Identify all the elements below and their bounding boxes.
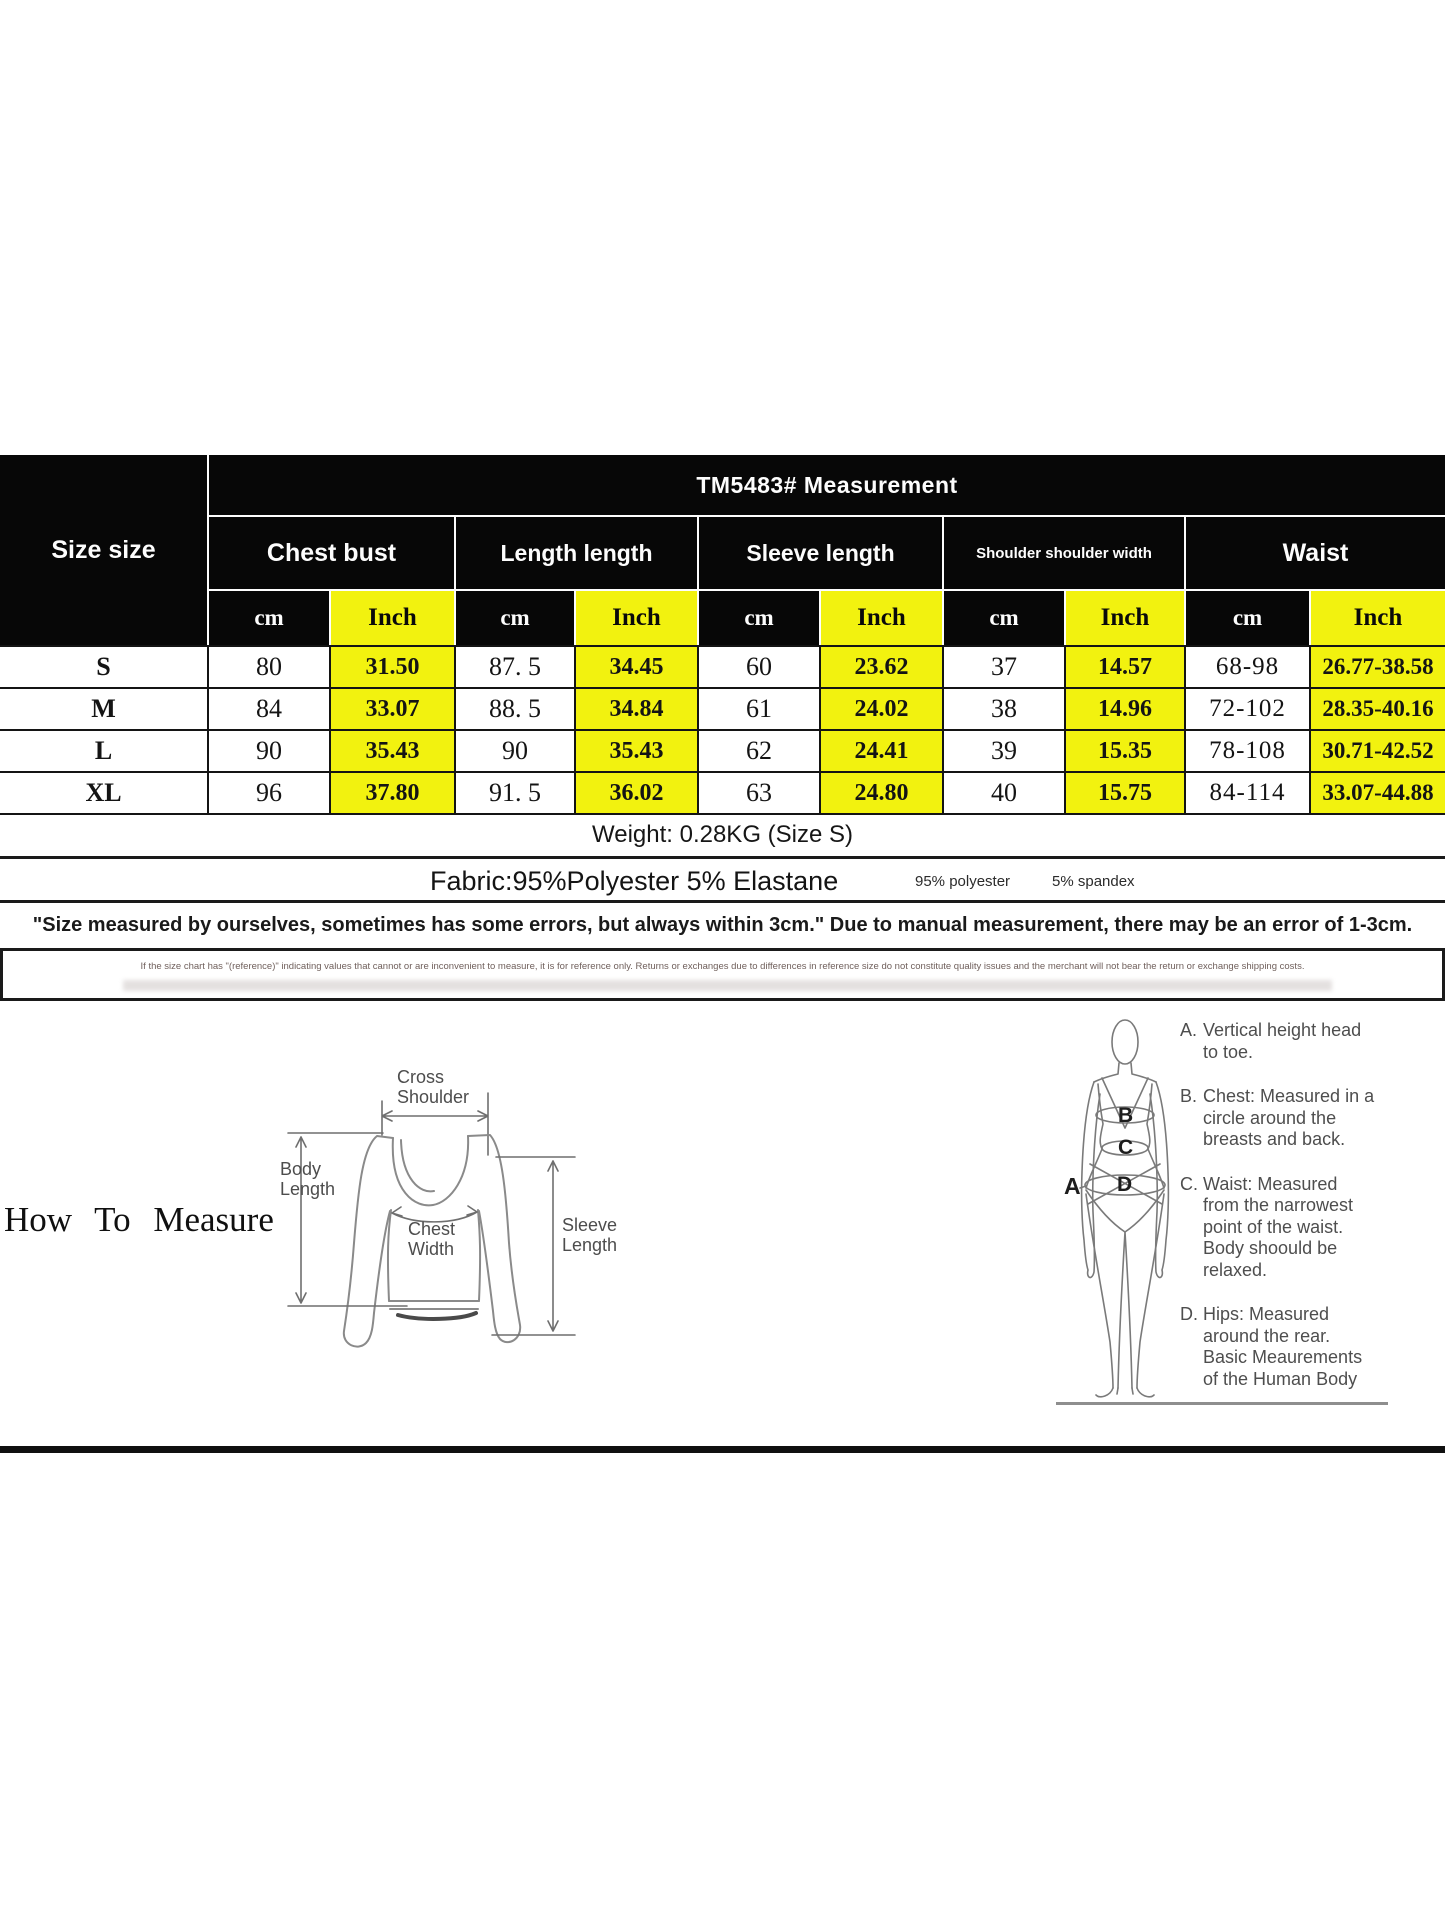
chest-width-label: Width [408, 1239, 455, 1259]
shoulder-inch-cell: 15.35 [1065, 730, 1185, 772]
waist-cm-cell: 72-102 [1185, 688, 1310, 730]
figure-feet [1096, 1388, 1154, 1397]
instruction-letter: A. [1180, 1020, 1198, 1040]
figure-letter-a: A [1064, 1173, 1081, 1199]
size-column-header: Size size [0, 455, 208, 646]
instruction-letter: B. [1180, 1086, 1198, 1106]
figure-letter-d: D [1117, 1173, 1133, 1196]
blurred-text-smudge [123, 980, 1332, 991]
table-title-row [0, 455, 1445, 516]
chest-cm-cell: 80 [208, 646, 330, 688]
figure-letter-b: B [1118, 1104, 1134, 1127]
list-item [1180, 1020, 1380, 1063]
cross-shoulder-label: Cross [397, 1067, 445, 1087]
shoulder-cm-cell: 40 [943, 772, 1065, 814]
length-cm-cell: 91. 5 [455, 772, 575, 814]
shoulder-inch-cell: 15.75 [1065, 772, 1185, 814]
group-header-chest: Chest bust [208, 516, 455, 590]
chest-inch-cell: 31.50 [330, 646, 455, 688]
size-value-cell: M [0, 688, 208, 730]
unit-cm-label: cm [208, 590, 330, 646]
group-header-length: Length length [455, 516, 698, 590]
waist-cm-cell: 78-108 [1185, 730, 1310, 772]
garment-neckline [393, 1136, 468, 1205]
chest-cm-cell: 96 [208, 772, 330, 814]
sleeve-length-label: Length [562, 1235, 618, 1255]
waist-inch-cell: 30.71-42.52 [1310, 730, 1445, 772]
instruction-text: Hips: Measured around the rear. Basic Meaurements of the Human Body [1203, 1304, 1363, 1389]
chest-inch-cell: 37.80 [330, 772, 455, 814]
sleeve-inch-cell: 24.80 [820, 772, 943, 814]
size-value-cell: L [0, 730, 208, 772]
column-group-row [0, 516, 1445, 590]
table-row [0, 646, 1445, 688]
sleeve-cm-cell: 60 [698, 646, 820, 688]
list-item [1180, 1304, 1380, 1390]
list-item [1180, 1086, 1380, 1151]
shoulder-inch-cell: 14.96 [1065, 688, 1185, 730]
fine-print-text: If the size chart has "(reference)" indicating values that cannot or are inconvenient to measure, it is for reference only. Returns or exchanges due to differences in reference size do not constitute quality issues and the merchant will not bear the return or exchange shipping costs. [140, 961, 1305, 972]
sleeve-cm-cell: 63 [698, 772, 820, 814]
fabric-main-text: Fabric:95%Polyester 5% Elastane [430, 866, 839, 896]
instruction-letter: D. [1180, 1304, 1198, 1324]
waist-cm-cell: 84-114 [1185, 772, 1310, 814]
unit-cm-label: cm [943, 590, 1065, 646]
how-to-measure-heading: How To Measure [4, 1200, 274, 1239]
instruction-text: Waist: Measured from the narrowest point of the waist. Body shoould be relaxed. [1203, 1173, 1354, 1280]
fabric-spandex-text: 5% spandex [1052, 873, 1135, 890]
length-cm-cell: 88. 5 [455, 688, 575, 730]
table-row [0, 772, 1445, 814]
unit-inch-label: Inch [1310, 590, 1445, 646]
figure-baseline-rule [1056, 1402, 1388, 1405]
body-length-label: Body [280, 1159, 322, 1179]
figure-legs [1086, 1194, 1164, 1388]
shoulder-inch-cell: 14.57 [1065, 646, 1185, 688]
table-title: TM5483# Measurement [208, 455, 1445, 516]
unit-cm-label: cm [1185, 590, 1310, 646]
sleeve-inch-cell: 24.02 [820, 688, 943, 730]
sleeve-cm-cell: 61 [698, 688, 820, 730]
section-bottom-rule [0, 1446, 1445, 1453]
body-figure-diagram [1050, 1012, 1200, 1404]
length-inch-cell: 34.45 [575, 646, 698, 688]
garment-hem [389, 1301, 479, 1309]
group-header-shoulder: Shoulder shoulder width [943, 516, 1185, 590]
waist-inch-cell: 28.35-40.16 [1310, 688, 1445, 730]
sleeve-inch-cell: 24.41 [820, 730, 943, 772]
unit-inch-label: Inch [575, 590, 698, 646]
waist-inch-cell: 26.77-38.58 [1310, 646, 1445, 688]
chest-cm-cell: 84 [208, 688, 330, 730]
group-header-sleeve: Sleeve length [698, 516, 943, 590]
garment-neckline-inner [401, 1140, 434, 1191]
fabric-polyester-text: 95% polyester [915, 873, 1011, 890]
length-cm-cell: 90 [455, 730, 575, 772]
measurement-error-note: "Size measured by ourselves, sometimes has some errors, but always within 3cm." Due to manual measurement, there may be an error of 1-3cm. [0, 903, 1445, 951]
length-cm-cell: 87. 5 [455, 646, 575, 688]
garment-measure-diagram [270, 1063, 620, 1355]
waist-cm-cell: 68-98 [1185, 646, 1310, 688]
sleeve-cm-cell: 62 [698, 730, 820, 772]
unit-inch-label: Inch [1065, 590, 1185, 646]
size-value-cell: S [0, 646, 208, 688]
garment-hem-shadow [398, 1313, 476, 1319]
unit-cm-label: cm [455, 590, 575, 646]
sleeve-length-label: Sleeve [562, 1215, 618, 1235]
weight-note: Weight: 0.28KG (Size S) [592, 821, 853, 848]
table-row [0, 688, 1445, 730]
fine-print-box [0, 951, 1445, 1001]
waist-inch-cell: 33.07-44.88 [1310, 772, 1445, 814]
sleeve-inch-cell: 23.62 [820, 646, 943, 688]
unit-inch-label: Inch [330, 590, 455, 646]
cross-shoulder-label: Shoulder [397, 1087, 470, 1107]
chest-cm-cell: 90 [208, 730, 330, 772]
unit-inch-label: Inch [820, 590, 943, 646]
unit-row [0, 590, 1445, 646]
length-inch-cell: 34.84 [575, 688, 698, 730]
table-row [0, 730, 1445, 772]
body-length-label: Length [280, 1179, 336, 1199]
shoulder-cm-cell: 38 [943, 688, 1065, 730]
chest-width-label: Chest [408, 1219, 456, 1239]
list-item [1180, 1174, 1380, 1282]
unit-cm-label: cm [698, 590, 820, 646]
chest-inch-cell: 35.43 [330, 730, 455, 772]
instruction-text: Chest: Measured in a circle around the breasts and back. [1203, 1086, 1375, 1149]
measure-instructions [1180, 1020, 1380, 1413]
length-inch-cell: 36.02 [575, 772, 698, 814]
length-inch-cell: 35.43 [575, 730, 698, 772]
fabric-row [0, 856, 1445, 903]
size-value-cell: XL [0, 772, 208, 814]
figure-head [1112, 1020, 1138, 1064]
instruction-text: Vertical height head to toe. [1203, 1020, 1362, 1062]
group-header-waist: Waist [1185, 516, 1445, 590]
shoulder-cm-cell: 37 [943, 646, 1065, 688]
instruction-letter: C. [1180, 1173, 1198, 1194]
shoulder-cm-cell: 39 [943, 730, 1065, 772]
garment-left-sleeve [344, 1136, 393, 1347]
chest-inch-cell: 33.07 [330, 688, 455, 730]
measurement-table [0, 455, 1445, 815]
figure-letter-c: C [1118, 1136, 1134, 1159]
